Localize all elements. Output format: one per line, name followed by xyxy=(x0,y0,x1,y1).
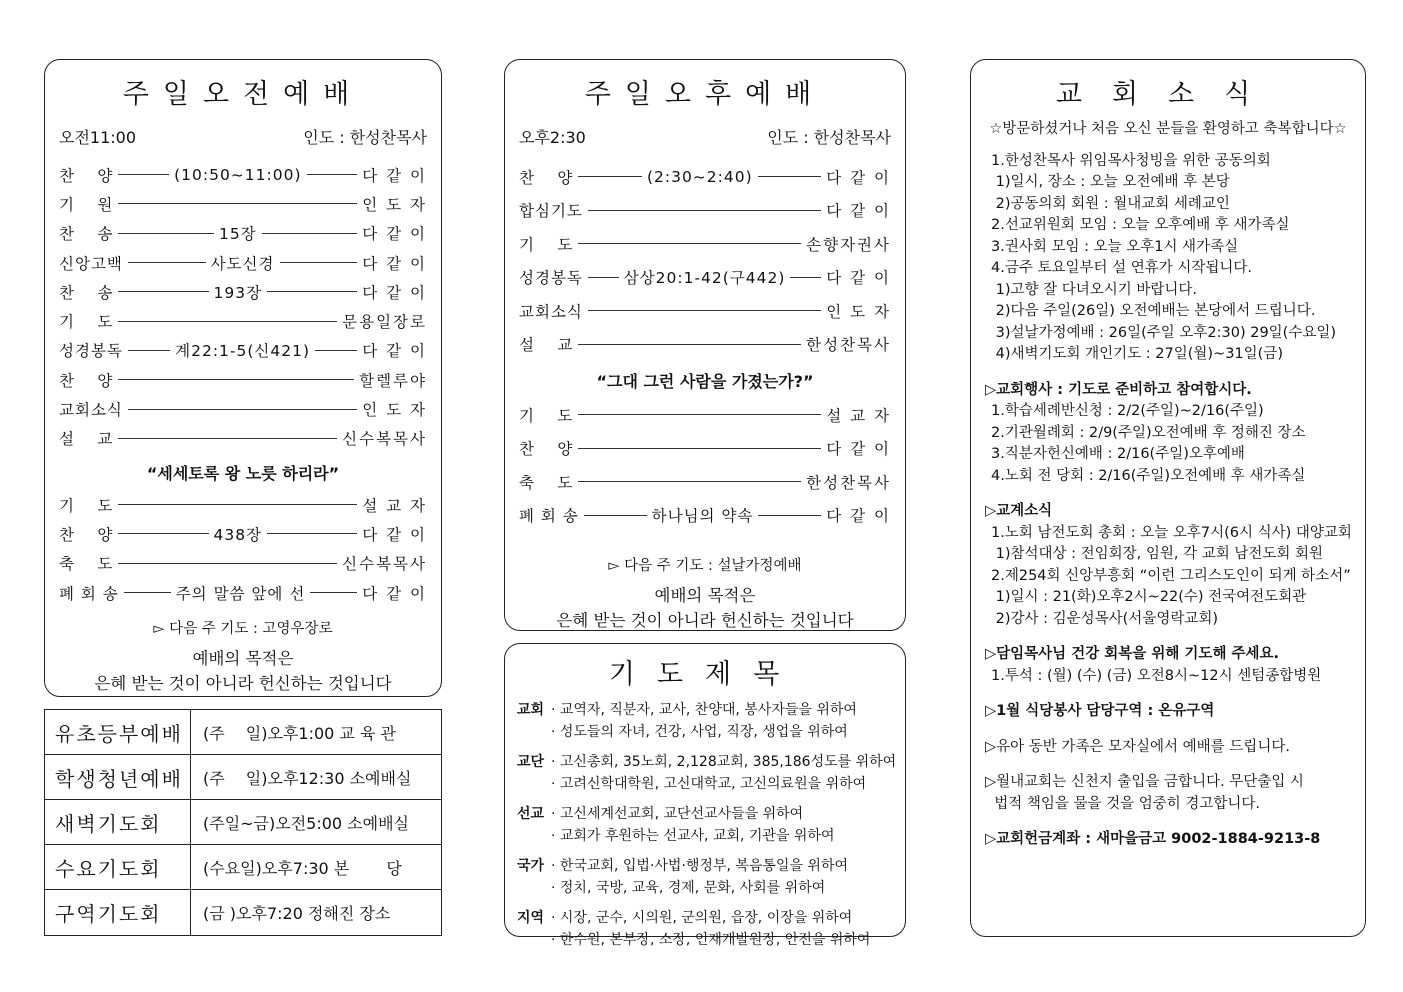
prayer-line xyxy=(517,803,905,825)
afternoon-worship-panel xyxy=(504,59,906,631)
order-detail: (10:50~11:00) xyxy=(174,165,302,184)
news-line: 2.선교위원회 모임 : 오늘 오후예배 후 새가족실 xyxy=(991,217,1290,233)
prayer-text: · 한수원, 본부장, 소장, 인재개발원장, 안전을 위하여 xyxy=(551,932,871,948)
schedule-row xyxy=(45,845,441,890)
afternoon-time: 오후2:30 xyxy=(519,128,586,147)
leader-dash xyxy=(267,291,357,292)
prayer-group xyxy=(517,855,905,899)
prayer-line xyxy=(517,699,905,721)
morning-time: 오전11:00 xyxy=(59,128,137,147)
news-line: 1.한성찬목사 위임목사청빙을 위한 공동의회 xyxy=(991,152,1271,169)
news-line: 3.권사회 모임 : 오늘 오후1시 새가족실 xyxy=(991,238,1239,255)
order-row xyxy=(45,306,441,335)
order-row xyxy=(505,398,905,432)
leader-dash xyxy=(267,533,357,534)
prayer-line xyxy=(517,721,905,743)
kitchen-duty: ▷1월 식당봉사 담당구역 : 온유구역 xyxy=(985,703,1215,719)
leader-dash xyxy=(118,291,208,292)
schedule-time: (수요일)오후7:30 본 당 xyxy=(203,858,402,878)
order-detail: 193장 xyxy=(213,283,263,302)
order-person: 다 같 이 xyxy=(362,283,427,302)
order-row xyxy=(45,248,441,277)
order-person: 설 교 자 xyxy=(826,406,891,425)
prayer-group xyxy=(517,907,905,951)
leader-dash xyxy=(758,515,821,516)
order-row xyxy=(45,189,441,218)
order-row xyxy=(505,499,905,533)
order-person: 할렐루야 xyxy=(359,371,427,390)
events-heading: ▷교회행사 : 기도로 준비하고 참여합시다. xyxy=(985,381,1252,398)
order-person: 다 같 이 xyxy=(362,166,428,185)
prayer-category: 교단 xyxy=(517,754,545,770)
order-person: 한성찬목사 xyxy=(806,473,891,492)
order-person: 다 같 이 xyxy=(362,342,428,361)
order-person: 신수복목사 xyxy=(342,430,427,449)
order-person: 한성찬목사 xyxy=(806,336,891,355)
church-news-panel xyxy=(970,59,1366,937)
afternoon-next-prayer: ▻ 다음 주 기도 : 설날가정예배 xyxy=(608,558,802,574)
order-label: 기 도 xyxy=(59,313,114,332)
leader-dash xyxy=(758,176,822,177)
schedule-row xyxy=(45,710,441,755)
leader-dash xyxy=(128,350,170,351)
news-line: 1)일시, 장소 : 오늘 오전예배 후 본당 xyxy=(991,174,1230,190)
prayer-line xyxy=(517,877,905,899)
leader-dash xyxy=(578,176,642,177)
prayer-groups xyxy=(505,699,905,951)
news-title: 교회소식 xyxy=(1055,79,1281,110)
prayer-line xyxy=(517,751,905,773)
order-detail: 계22:1-5(신421) xyxy=(175,342,311,361)
order-row xyxy=(505,432,905,466)
order-person: 다 같 이 xyxy=(826,202,891,221)
afternoon-order-list xyxy=(505,160,905,361)
pastor-health-heading: ▷담임목사님 건강 회복을 위해 기도해 주세요. xyxy=(985,646,1280,662)
news-line: 2.기관월례회 : 2/9(주일)오전예배 후 정해진 장소 xyxy=(991,424,1306,441)
order-detail: 사도신경 xyxy=(210,254,275,273)
afternoon-sermon-title: “그대 그런 사람을 가졌는가?” xyxy=(596,372,814,391)
leader-dash xyxy=(578,243,801,244)
leader-dash xyxy=(128,262,206,263)
leader-dash xyxy=(315,350,357,351)
leader-dash xyxy=(588,210,821,211)
leader-dash xyxy=(118,563,337,564)
purpose-line-1: 예배의 목적은 xyxy=(192,649,294,669)
order-detail: 하나님의 약속 xyxy=(651,507,754,526)
order-person: 설 교 자 xyxy=(362,496,427,515)
leader-dash xyxy=(578,344,801,345)
order-row xyxy=(505,194,905,228)
afternoon-purpose xyxy=(505,583,905,633)
order-label: 찬 양 xyxy=(519,440,574,459)
order-person: 인 도 자 xyxy=(362,195,427,214)
afternoon-title: 주일오후예배 xyxy=(584,79,826,110)
leader-dash xyxy=(310,592,357,593)
order-detail: 15장 xyxy=(218,225,257,244)
leader-dash xyxy=(578,414,821,415)
order-row xyxy=(505,465,905,499)
leader-dash xyxy=(118,233,214,234)
leader-dash xyxy=(578,481,801,482)
news-line: 2)공동의회 회원 : 월내교회 세례교인 xyxy=(991,195,1230,212)
order-label: 설 교 xyxy=(59,430,114,449)
news-line: 3)설날가정예배 : 26일(주일 오후2:30) 29일(수요일) xyxy=(991,324,1337,341)
order-label: 찬 송 xyxy=(59,225,114,244)
prayer-text: · 고신총회, 35노회, 2,128교회, 385,186성도를 위하여 xyxy=(551,754,897,770)
news-line: 1.학습세례반신청 : 2/2(주일)~2/16(주일) xyxy=(991,403,1264,419)
purpose-line-2: 은혜 받는 것이 아니라 헌신하는 것입니다 xyxy=(556,611,854,630)
order-person: 다 같 이 xyxy=(362,584,427,603)
order-label: 성경봉독 xyxy=(59,342,123,361)
order-label: 기 도 xyxy=(519,235,574,254)
order-person: 문용일장로 xyxy=(342,313,427,332)
order-label: 기 도 xyxy=(519,406,574,425)
prayer-line xyxy=(517,773,905,795)
prayer-category: 지역 xyxy=(517,910,545,926)
prayer-category xyxy=(517,929,551,951)
leader-dash xyxy=(118,379,354,380)
leader-dash xyxy=(118,438,337,439)
schedule-time: (주일~금)오전5:00 소예배실 xyxy=(203,813,410,833)
schedule-row xyxy=(45,755,441,800)
order-row xyxy=(505,294,905,328)
morning-order-list-2 xyxy=(45,490,441,607)
leader-dash xyxy=(128,409,357,410)
news-items xyxy=(985,151,1351,366)
prayer-group xyxy=(517,751,905,795)
order-row xyxy=(45,336,441,365)
order-row xyxy=(45,519,441,548)
leader-dash xyxy=(578,448,821,449)
order-person: 신수복목사 xyxy=(342,555,427,574)
prayer-line xyxy=(517,929,905,951)
order-label: 찬 양 xyxy=(59,371,114,390)
order-person: 다 같 이 xyxy=(826,507,892,526)
order-label: 합심기도 xyxy=(519,202,583,221)
news-line: 4.노회 전 당회 : 2/16(주일)오전예배 후 새가족실 xyxy=(991,467,1306,484)
prayer-text: · 시장, 군수, 시의원, 군의원, 읍장, 이장을 위하여 xyxy=(551,910,853,926)
prayer-title: 기도제목 xyxy=(608,659,802,690)
schedule-name: 수요기도회 xyxy=(45,845,191,889)
leader-dash xyxy=(124,592,171,593)
leader-dash xyxy=(118,203,357,204)
order-person: 다 같 이 xyxy=(362,225,428,244)
afternoon-order-list-2 xyxy=(505,398,905,532)
prayer-line xyxy=(517,825,905,847)
news-line: 1.노회 남전도회 총회 : 오늘 오후7시(6시 식사) 대양교회 xyxy=(991,524,1352,541)
order-label: 기 도 xyxy=(59,496,114,515)
prayer-category: 선교 xyxy=(517,806,545,822)
order-row xyxy=(505,227,905,261)
schedule-time: (주 일)오후1:00 교 육 관 xyxy=(203,723,396,743)
leader-dash xyxy=(584,515,647,516)
order-row xyxy=(505,261,905,295)
news-line: 2)다음 주일(26일) 오전예배는 본당에서 드립니다. xyxy=(991,303,1316,319)
order-row xyxy=(45,549,441,578)
order-person: 다 같 이 xyxy=(826,440,891,459)
prayer-text: · 교역자, 직분자, 교사, 찬양대, 봉사자들을 위하여 xyxy=(551,702,857,718)
order-row xyxy=(45,160,441,189)
leader-dash xyxy=(118,174,169,175)
schedule-row xyxy=(45,800,441,845)
prayer-text: · 고신세계선교회, 교단선교사들을 위하여 xyxy=(551,806,804,822)
order-row xyxy=(45,365,441,394)
prayer-category xyxy=(517,773,551,795)
leader-dash xyxy=(262,233,358,234)
leader-dash xyxy=(588,310,821,311)
news-line: 4.금주 토요일부터 설 연휴가 시작됩니다. xyxy=(991,260,1252,276)
news-line: 1)참석대상 : 전임회장, 임원, 각 교회 남전도회 회원 xyxy=(991,546,1323,562)
ban-notice-1: ▷월내교회는 신천지 출입을 금합니다. 무단출입 시 xyxy=(985,774,1304,790)
schedule-name: 새벽기도회 xyxy=(45,800,191,844)
morning-leader: 인도 : 한성찬목사 xyxy=(303,128,427,147)
order-label: 폐 회 송 xyxy=(519,507,579,526)
order-label: 기 원 xyxy=(59,195,114,214)
order-label: 신앙고백 xyxy=(59,254,123,273)
order-row xyxy=(45,424,441,453)
news-line: 3.직분자헌신예배 : 2/16(주일)오후예배 xyxy=(991,446,1245,462)
order-label: 찬 양 xyxy=(59,525,114,544)
order-row xyxy=(505,328,905,362)
order-person: 다 같 이 xyxy=(362,254,427,273)
prayer-group xyxy=(517,699,905,743)
prayer-text: · 성도들의 자녀, 건강, 사업, 직장, 생업을 위하여 xyxy=(551,724,848,740)
order-label: 축 도 xyxy=(59,555,114,574)
prayer-category xyxy=(517,721,551,743)
leader-dash xyxy=(307,174,358,175)
pastor-dialysis: 1.투석 : (월) (수) (금) 오전8시~12시 센텀종합병원 xyxy=(991,667,1322,684)
schedule-name: 유초등부예배 xyxy=(45,710,191,754)
prayer-category: 국가 xyxy=(517,858,545,874)
denomination-heading: ▷교계소식 xyxy=(985,503,1053,519)
news-line: 1)고향 잘 다녀오시기 바랍니다. xyxy=(991,281,1198,298)
prayer-group xyxy=(517,803,905,847)
schedule-time: (금 )오후7:20 정해진 장소 xyxy=(203,904,391,923)
purpose-line-2: 은혜 받는 것이 아니라 헌신하는 것입니다 xyxy=(94,674,392,694)
order-row xyxy=(45,219,441,248)
prayer-line xyxy=(517,855,905,877)
prayer-category: 교회 xyxy=(517,702,545,718)
news-welcome: ☆방문하셨거나 처음 오신 분들을 환영하고 축복합니다☆ xyxy=(989,121,1347,137)
prayer-text: · 교회가 후원하는 선교사, 교회, 기관을 위하여 xyxy=(551,828,835,844)
prayer-topics-panel xyxy=(504,643,906,948)
order-label: 설 교 xyxy=(519,336,574,355)
afternoon-leader: 인도 : 한성찬목사 xyxy=(767,128,891,147)
order-detail: 주의 말씀 앞에 선 xyxy=(175,584,306,603)
order-person: 다 같 이 xyxy=(826,168,892,187)
order-label: 교회소식 xyxy=(519,302,583,321)
morning-order-list xyxy=(45,160,441,453)
news-line: 1)일시 : 21(화)오후2시~22(수) 전국여전도회관 xyxy=(991,589,1307,605)
leader-dash xyxy=(588,277,619,278)
order-label: 축 도 xyxy=(519,473,574,492)
leader-dash xyxy=(118,321,337,322)
leader-dash xyxy=(118,533,208,534)
order-row xyxy=(45,277,441,306)
leader-dash xyxy=(280,262,358,263)
schedule-name: 학생청년예배 xyxy=(45,755,191,799)
prayer-category xyxy=(517,825,551,847)
schedule-time: (주 일)오후12:30 소예배실 xyxy=(203,768,412,788)
ban-notice-2: 법적 책임을 물을 것을 엄중히 경고합니다. xyxy=(985,795,1260,812)
prayer-line xyxy=(517,907,905,929)
schedule-name: 구역기도회 xyxy=(45,890,191,935)
prayer-text: · 한국교회, 입법·사법·행정부, 복음통일을 위하여 xyxy=(551,858,849,874)
order-detail: (2:30~2:40) xyxy=(646,167,753,186)
news-line: 2)강사 : 김운성목사(서울영락교회) xyxy=(991,610,1218,627)
morning-next-prayer: ▻ 다음 주 기도 : 고영우장로 xyxy=(153,621,333,638)
order-person: 다 같 이 xyxy=(826,269,892,288)
morning-sermon-title: “세세토록 왕 노릇 하리라” xyxy=(146,463,340,483)
prayer-text: · 정치, 국방, 교육, 경제, 문화, 사회를 위하여 xyxy=(551,880,826,896)
denomination-list xyxy=(985,523,1351,631)
offering-account: ▷교회헌금계좌 : 새마을금고 9002-1884-9213-8 xyxy=(985,831,1321,847)
order-person: 인 도 자 xyxy=(362,401,427,420)
order-row xyxy=(45,490,441,519)
order-person: 손향자권사 xyxy=(806,235,891,254)
order-row xyxy=(45,578,441,607)
prayer-text: · 고려신학대학원, 고신대학교, 고신의료원을 위하여 xyxy=(551,776,867,792)
order-label: 찬 양 xyxy=(519,168,574,187)
events-list xyxy=(985,401,1351,487)
news-line: 4)새벽기도회 개인기도 : 27일(월)~31일(금) xyxy=(991,346,1283,362)
schedule-row xyxy=(45,890,441,935)
order-label: 찬 송 xyxy=(59,283,114,302)
order-row xyxy=(505,160,905,194)
prayer-category xyxy=(517,877,551,899)
news-line: 2.제254회 신앙부흥회 “이런 그리스도인이 되게 하소서” xyxy=(991,567,1351,584)
order-person: 다 같 이 xyxy=(362,525,427,544)
order-person: 인 도 자 xyxy=(826,302,891,321)
morning-title: 주일오전예배 xyxy=(122,79,364,110)
morning-worship-panel xyxy=(44,59,442,697)
order-label: 폐 회 송 xyxy=(59,584,119,603)
morning-purpose xyxy=(45,646,441,696)
schedule-table xyxy=(44,709,442,936)
leader-dash xyxy=(790,277,821,278)
order-detail: 438장 xyxy=(213,525,263,544)
infant-notice: ▷유아 동반 가족은 모자실에서 예배를 드립니다. xyxy=(985,738,1290,755)
order-label: 찬 양 xyxy=(59,166,114,185)
leader-dash xyxy=(118,504,357,505)
purpose-line-1: 예배의 목적은 xyxy=(654,586,756,605)
order-label: 성경봉독 xyxy=(519,269,583,288)
order-detail: 삼상20:1-42(구442) xyxy=(623,269,786,288)
order-row xyxy=(45,394,441,423)
order-label: 교회소식 xyxy=(59,401,123,420)
